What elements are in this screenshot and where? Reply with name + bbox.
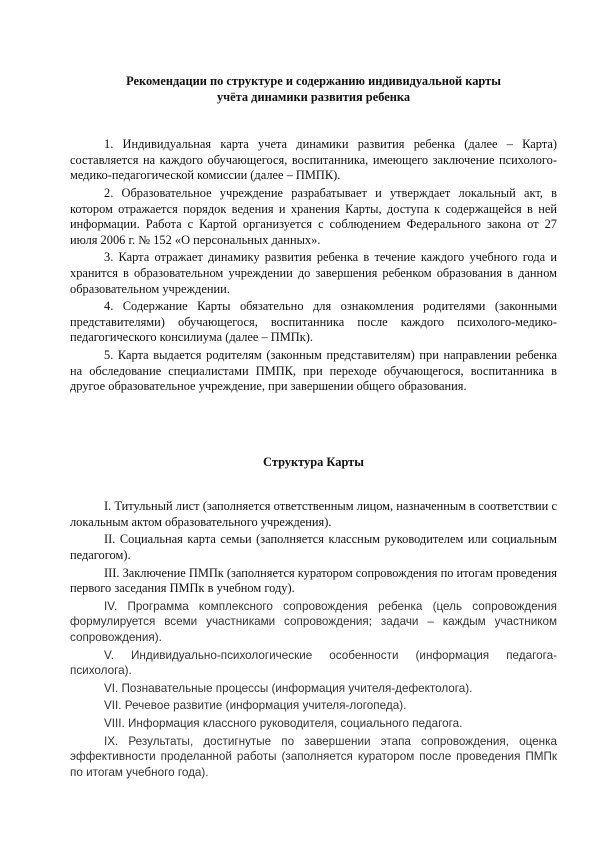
intro-item-5: 5. Карта выдается родителям (законным представителям) при направлении ребенка на обследование специалистами ПМПК, при переходе обучающегося, воспитанника в другое образовательное учреждение, при завершении общего образования. <box>70 347 557 394</box>
structure-item-7: VII. Речевое развитие (информация учителя-логопеда). <box>104 699 407 713</box>
intro-item-1: 1. Индивидуальная карта учета динамики развития ребенка (далее – Карта) составляется на каждого обучающегося, воспитанника, имеющего заключение психолого-медико-педагогической комиссии (далее – ПМПК). <box>70 137 557 183</box>
structure-item-1: I. Титульный лист (заполняется ответственным лицом, назначенным в соответствии с локальным актом образовательного учреждения). <box>70 499 557 529</box>
document-title <box>70 74 557 105</box>
intro-item-3: 3. Карта отражает динамику развития ребенка в течение каждого учебного года и хранится в образовательном учреждении до завершения ребенком образования в данном образовательном учреждении. <box>70 250 557 296</box>
intro-item-2: 2. Образовательное учреждение разрабатывает и утверждает локальный акт, в котором отражается порядок ведения и хранения Карты, доступа к содержащейся в ней информации. Работа с Картой организуется с соблюдением Федерального закона от 27 июля 2006 г. № 152 «О персональных данных». <box>70 185 557 247</box>
structure-item-8: VIII. Информация классного руководителя, социального педагога. <box>104 717 463 730</box>
title-line-2: учёта динамики развития ребенка <box>216 89 411 104</box>
intro-item-4: 4. Содержание Карты обязательно для ознакомления родителями (законными представителями) обучающегося, воспитанника после каждого психолого-медико-педагогического консилиума (далее – ПМПк). <box>70 299 557 345</box>
structure-item-3: III. Заключение ПМПк (заполняется куратором сопровождения по итогам проведения первого заседания ПМПк в учебном году). <box>70 565 557 596</box>
structure-item-4: IV. Программа комплексного сопровождения ребенка (цель сопровождения формулируется всеми участниками сопровождения; задачи – каждым участником сопровождения). <box>70 599 557 645</box>
structure-item-5: V. Индивидуально-психологические особенности (информация педагога-психолога). <box>70 648 557 678</box>
structure-heading: Структура Карты <box>263 454 364 469</box>
structure-item-2: II. Социальная карта семьи (заполняется классным руководителем или социальным педагогом). <box>70 532 557 563</box>
title-line-1: Рекомендации по структуре и содержанию индивидуальной карты <box>126 74 501 88</box>
structure-item-6: VI. Познавательные процессы (информация учителя-дефектолога). <box>104 681 473 695</box>
structure-item-9: IX. Результаты, достигнутые по завершении этапа сопровождения, оценка эффективности проделанной работы (заполняется куратором после проведения ПМПк по итогам учебного года). <box>70 734 557 779</box>
intro-section <box>70 137 557 395</box>
structure-section <box>70 499 557 780</box>
